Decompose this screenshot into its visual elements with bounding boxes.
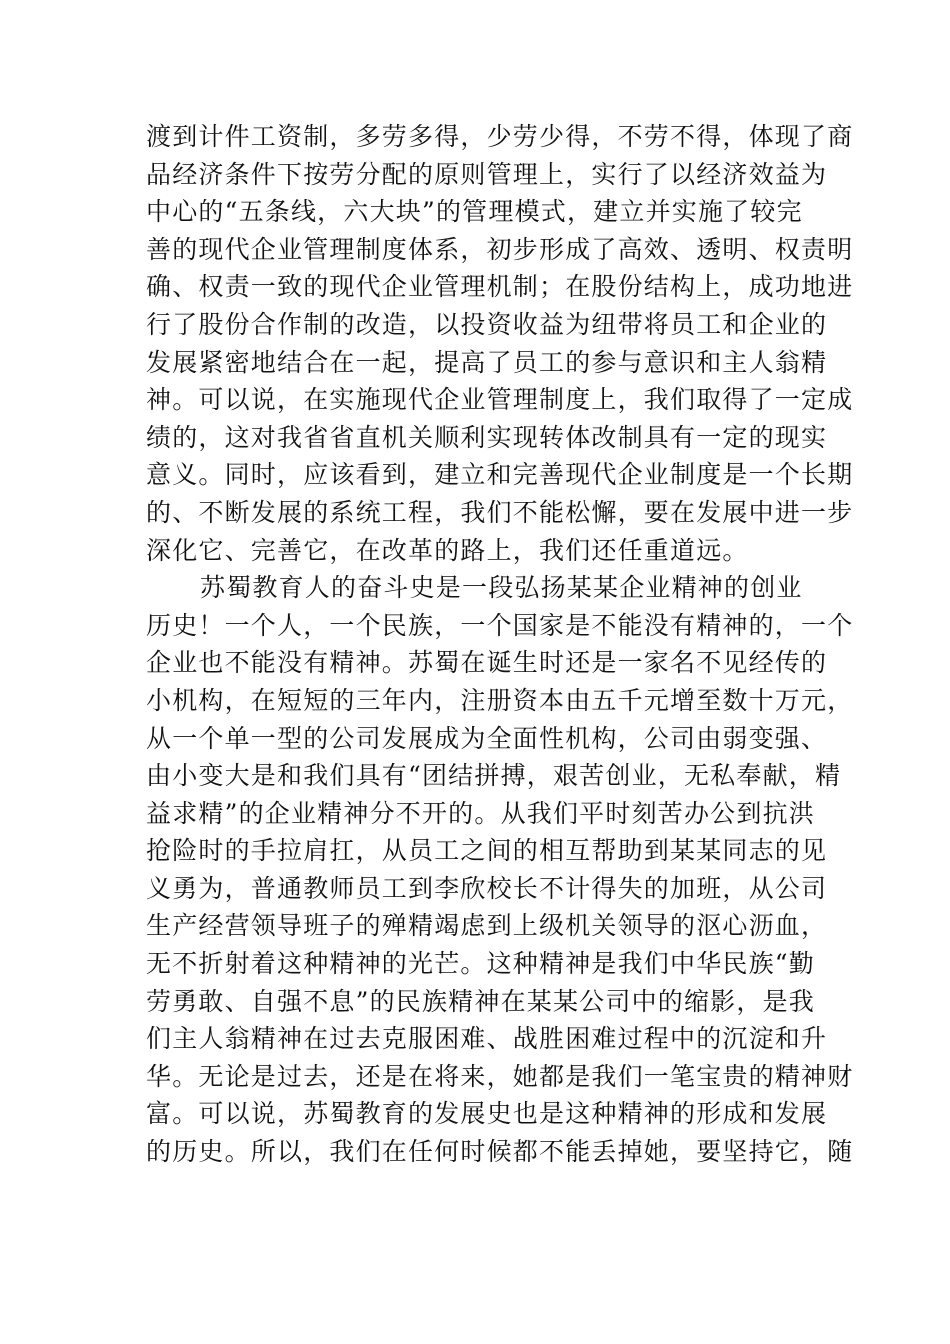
text-line: 由小变大是和我们具有“团结拼搏，艰苦创业，无私奉献，精: [146, 761, 842, 791]
paragraph-1: [146, 118, 854, 569]
text-line: 善的现代企业管理制度体系，初步形成了高效、透明、权责明: [146, 234, 854, 264]
paragraph-2: [146, 569, 854, 1171]
text-line: 企业也不能没有精神。苏蜀在诞生时还是一家名不见经传的: [146, 648, 828, 678]
text-line: 发展紧密地结合在一起，提高了员工的参与意识和主人翁精: [146, 347, 828, 377]
text-line: 品经济条件下按劳分配的原则管理上，实行了以经济效益为: [146, 159, 828, 189]
text-line: 的、不断发展的系统工程，我们不能松懈，要在发展中进一步: [146, 497, 854, 527]
text-line: 确、权责一致的现代企业管理机制；在股份结构上，成功地进: [146, 272, 854, 302]
text-line: 无不折射着这种精神的光芒。这种精神是我们中华民族“勤: [146, 949, 815, 979]
text-line: 神。可以说，在实施现代企业管理制度上，我们取得了一定成: [146, 385, 854, 415]
text-line: 苏蜀教育人的奋斗史是一段弘扬某某企业精神的创业: [200, 573, 803, 603]
text-line: 深化它、完善它，在改革的路上，我们还任重道远。: [146, 535, 749, 565]
text-line: 富。可以说，苏蜀教育的发展史也是这种精神的形成和发展: [146, 1099, 828, 1129]
document-body: [146, 118, 854, 1171]
text-line: 行了股份合作制的改造，以投资收益为纽带将员工和企业的: [146, 309, 828, 339]
text-line: 从一个单一型的公司发展成为全面性机构，公司由弱变强、: [146, 723, 828, 753]
text-line: 意义。同时，应该看到，建立和完善现代企业制度是一个长期: [146, 460, 854, 490]
text-line: 渡到计件工资制，多劳多得，少劳少得，不劳不得，体现了商: [146, 122, 854, 151]
text-line: 劳勇敢、自强不息”的民族精神在某某公司中的缩影，是我: [146, 986, 815, 1016]
text-line: 益求精”的企业精神分不开的。从我们平时刻苦办公到抗洪: [146, 798, 815, 828]
text-line: 历史！一个人，一个民族，一个国家是不能没有精神的，一个: [146, 610, 854, 640]
text-line: 绩的，这对我省省直机关顺利实现转体改制具有一定的现实: [146, 422, 828, 452]
text-line: 们主人翁精神在过去克服困难、战胜困难过程中的沉淀和升: [146, 1024, 828, 1054]
text-line: 华。无论是过去，还是在将来，她都是我们一笔宝贵的精神财: [146, 1061, 854, 1091]
text-line: 生产经营领导班子的殚精竭虑到上级机关领导的沤心沥血，: [146, 911, 828, 941]
text-line: 的历史。所以，我们在任何时候都不能丢掉她，要坚持它，随: [146, 1137, 854, 1167]
text-line: 小机构，在短短的三年内，注册资本由五千元增至数十万元，: [146, 685, 854, 715]
text-line: 中心的“五条线，六大块”的管理模式，建立并实施了较完: [146, 197, 803, 227]
text-line: 义勇为，普通教师员工到李欣校长不计得失的加班，从公司: [146, 873, 828, 903]
text-line: 抢险时的手拉肩扛，从员工之间的相互帮助到某某同志的见: [146, 836, 828, 866]
